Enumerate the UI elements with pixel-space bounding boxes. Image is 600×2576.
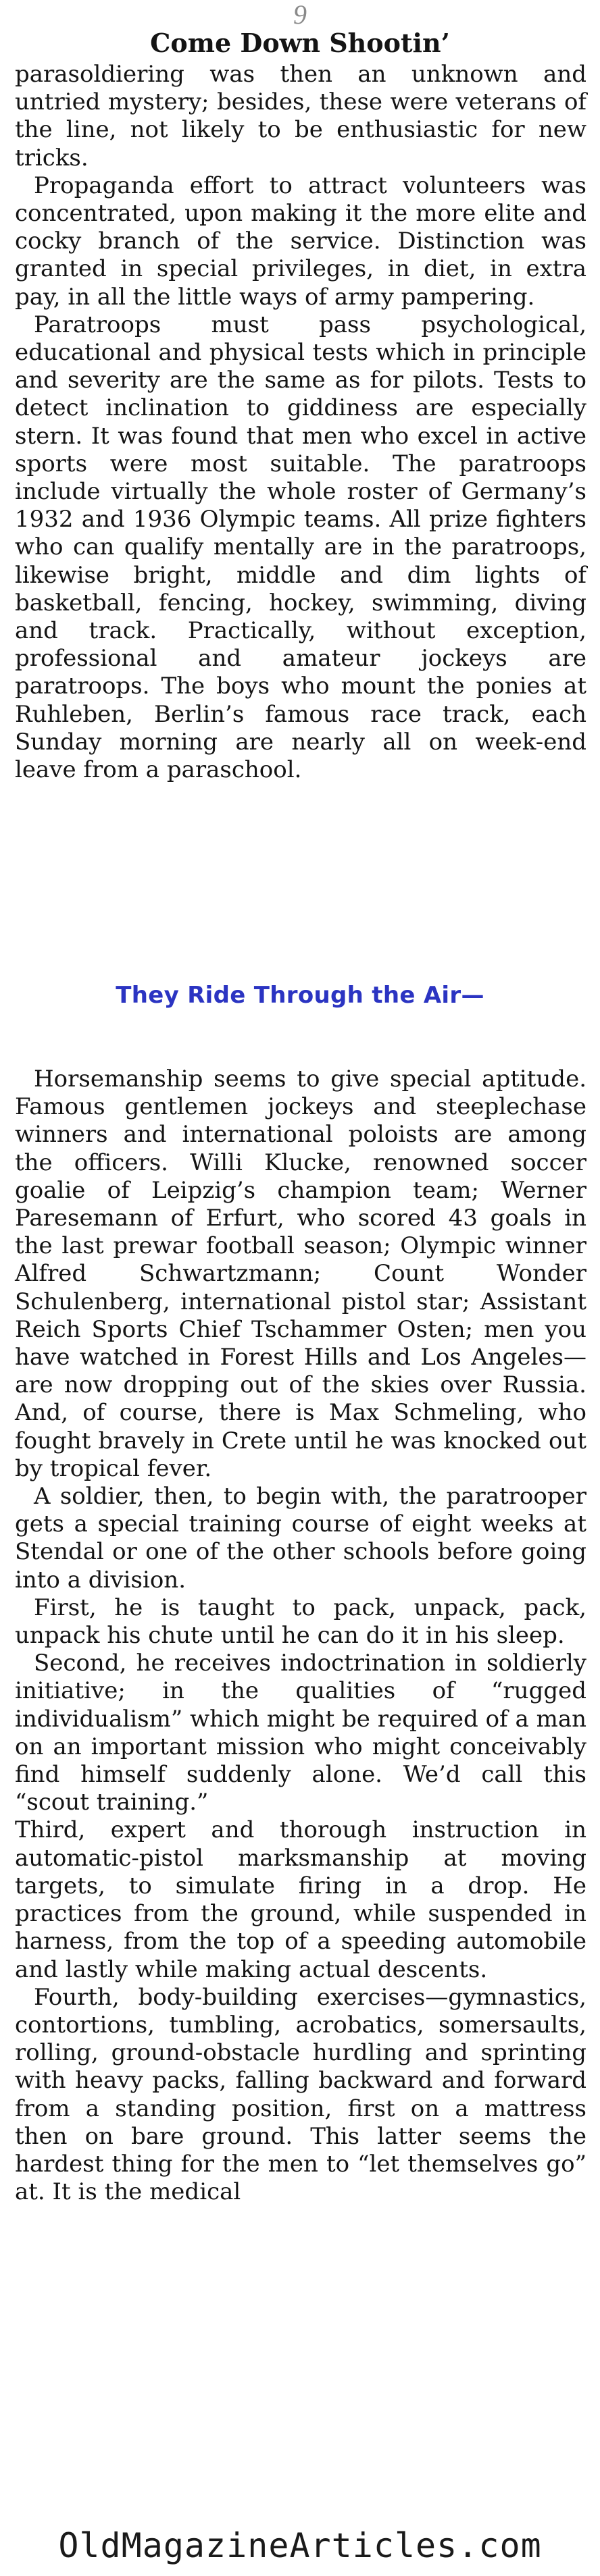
body-paragraph: Paratroops must pass psychological, educational and physical tests which in principle and severity are the same as for pilots. Tests to detect inclination to giddiness are especially stern. It was found that men who excel in active sports were most suitable. The paratroops include virtually the whole roster of Germany’s 1932 and 1936 Olympic teams. All prize fighters who can qualify mentally are in the paratroops, likewise bright, middle and dim lights of basketball, fencing, hockey, swimming, diving and track. Practically, without exception, professional and amateur jockeys are paratroops. The boys who mount the ponies at Ruhleben, Berlin’s famous race track, each Sunday morning are nearly all on week-end leave from a paraschool.	[15, 311, 586, 784]
running-head-title: Come Down Shootin’	[150, 28, 450, 58]
body-paragraph: A soldier, then, to begin with, the paratrooper gets a special training course of eight weeks at Stendal or one of the other schools before going into a division.	[15, 1483, 586, 1594]
body-paragraph: Horsemanship seems to give special aptitude. Famous gentlemen jockeys and steeplechase winners and international poloists are among the officers. Willi Klucke, renowned soccer goalie of Leipzig’s champion team; Werner Paresemann of Erfurt, who scored 43 goals in the last prewar football season; Olympic winner Alfred Schwartzmann; Count Wonder Schulenberg, international pistol star; Assistant Reich Sports Chief Tschammer Osten; men you have watched in Forest Hills and Los Angeles—are now dropping out of the skies over Russia. And, of course, there is Max Schmeling, who fought bravely in Crete until he was knocked out by tropical fever.	[15, 1066, 586, 1482]
body-paragraph: First, he is taught to pack, unpack, pack, unpack his chute until he can do it in his sleep.	[15, 1594, 586, 1650]
article-body-part-one	[15, 61, 586, 784]
body-paragraph: Third, expert and thorough instruction in automatic-pistol marksmanship at moving targets, to simulate firing in a drop. He practices from the ground, while suspended in harness, from the top of a speeding automobile and lastly while making actual descents.	[15, 1816, 586, 1983]
article-body-part-two	[15, 1066, 586, 2206]
site-watermark-footer: OldMagazineArticles.com	[58, 2526, 542, 2565]
body-paragraph: Second, he receives indoctrination in soldierly initiative; in the qualities of “rugged individualism” which might be required of a man on an important mission who might conceivably find himself suddenly alone. We’d call this “scout training.”	[15, 1650, 586, 1816]
body-paragraph: Propaganda effort to attract volunteers was concentrated, upon making it the more elite and cocky branch of the service. Distinction was granted in special privileges, in diet, in extra pay, in all the little ways of army pampering.	[15, 172, 586, 311]
page-number: 9	[293, 0, 307, 30]
section-subhead: They Ride Through the Air—	[116, 982, 484, 1009]
body-paragraph: Fourth, body-building exercises—gymnastics, contortions, tumbling, acrobatics, somersaults, rolling, ground-obstacle hurdling and sprinting with heavy packs, falling backward and forward from a standing position, first on a mattress then on bare ground. This latter seems the hardest thing for the men to “let themselves go” at. It is the medical	[15, 1983, 586, 2206]
body-paragraph: parasoldiering was then an unknown and untried mystery; besides, these were veterans of the line, not likely to be enthusiastic for new tricks.	[15, 61, 586, 172]
